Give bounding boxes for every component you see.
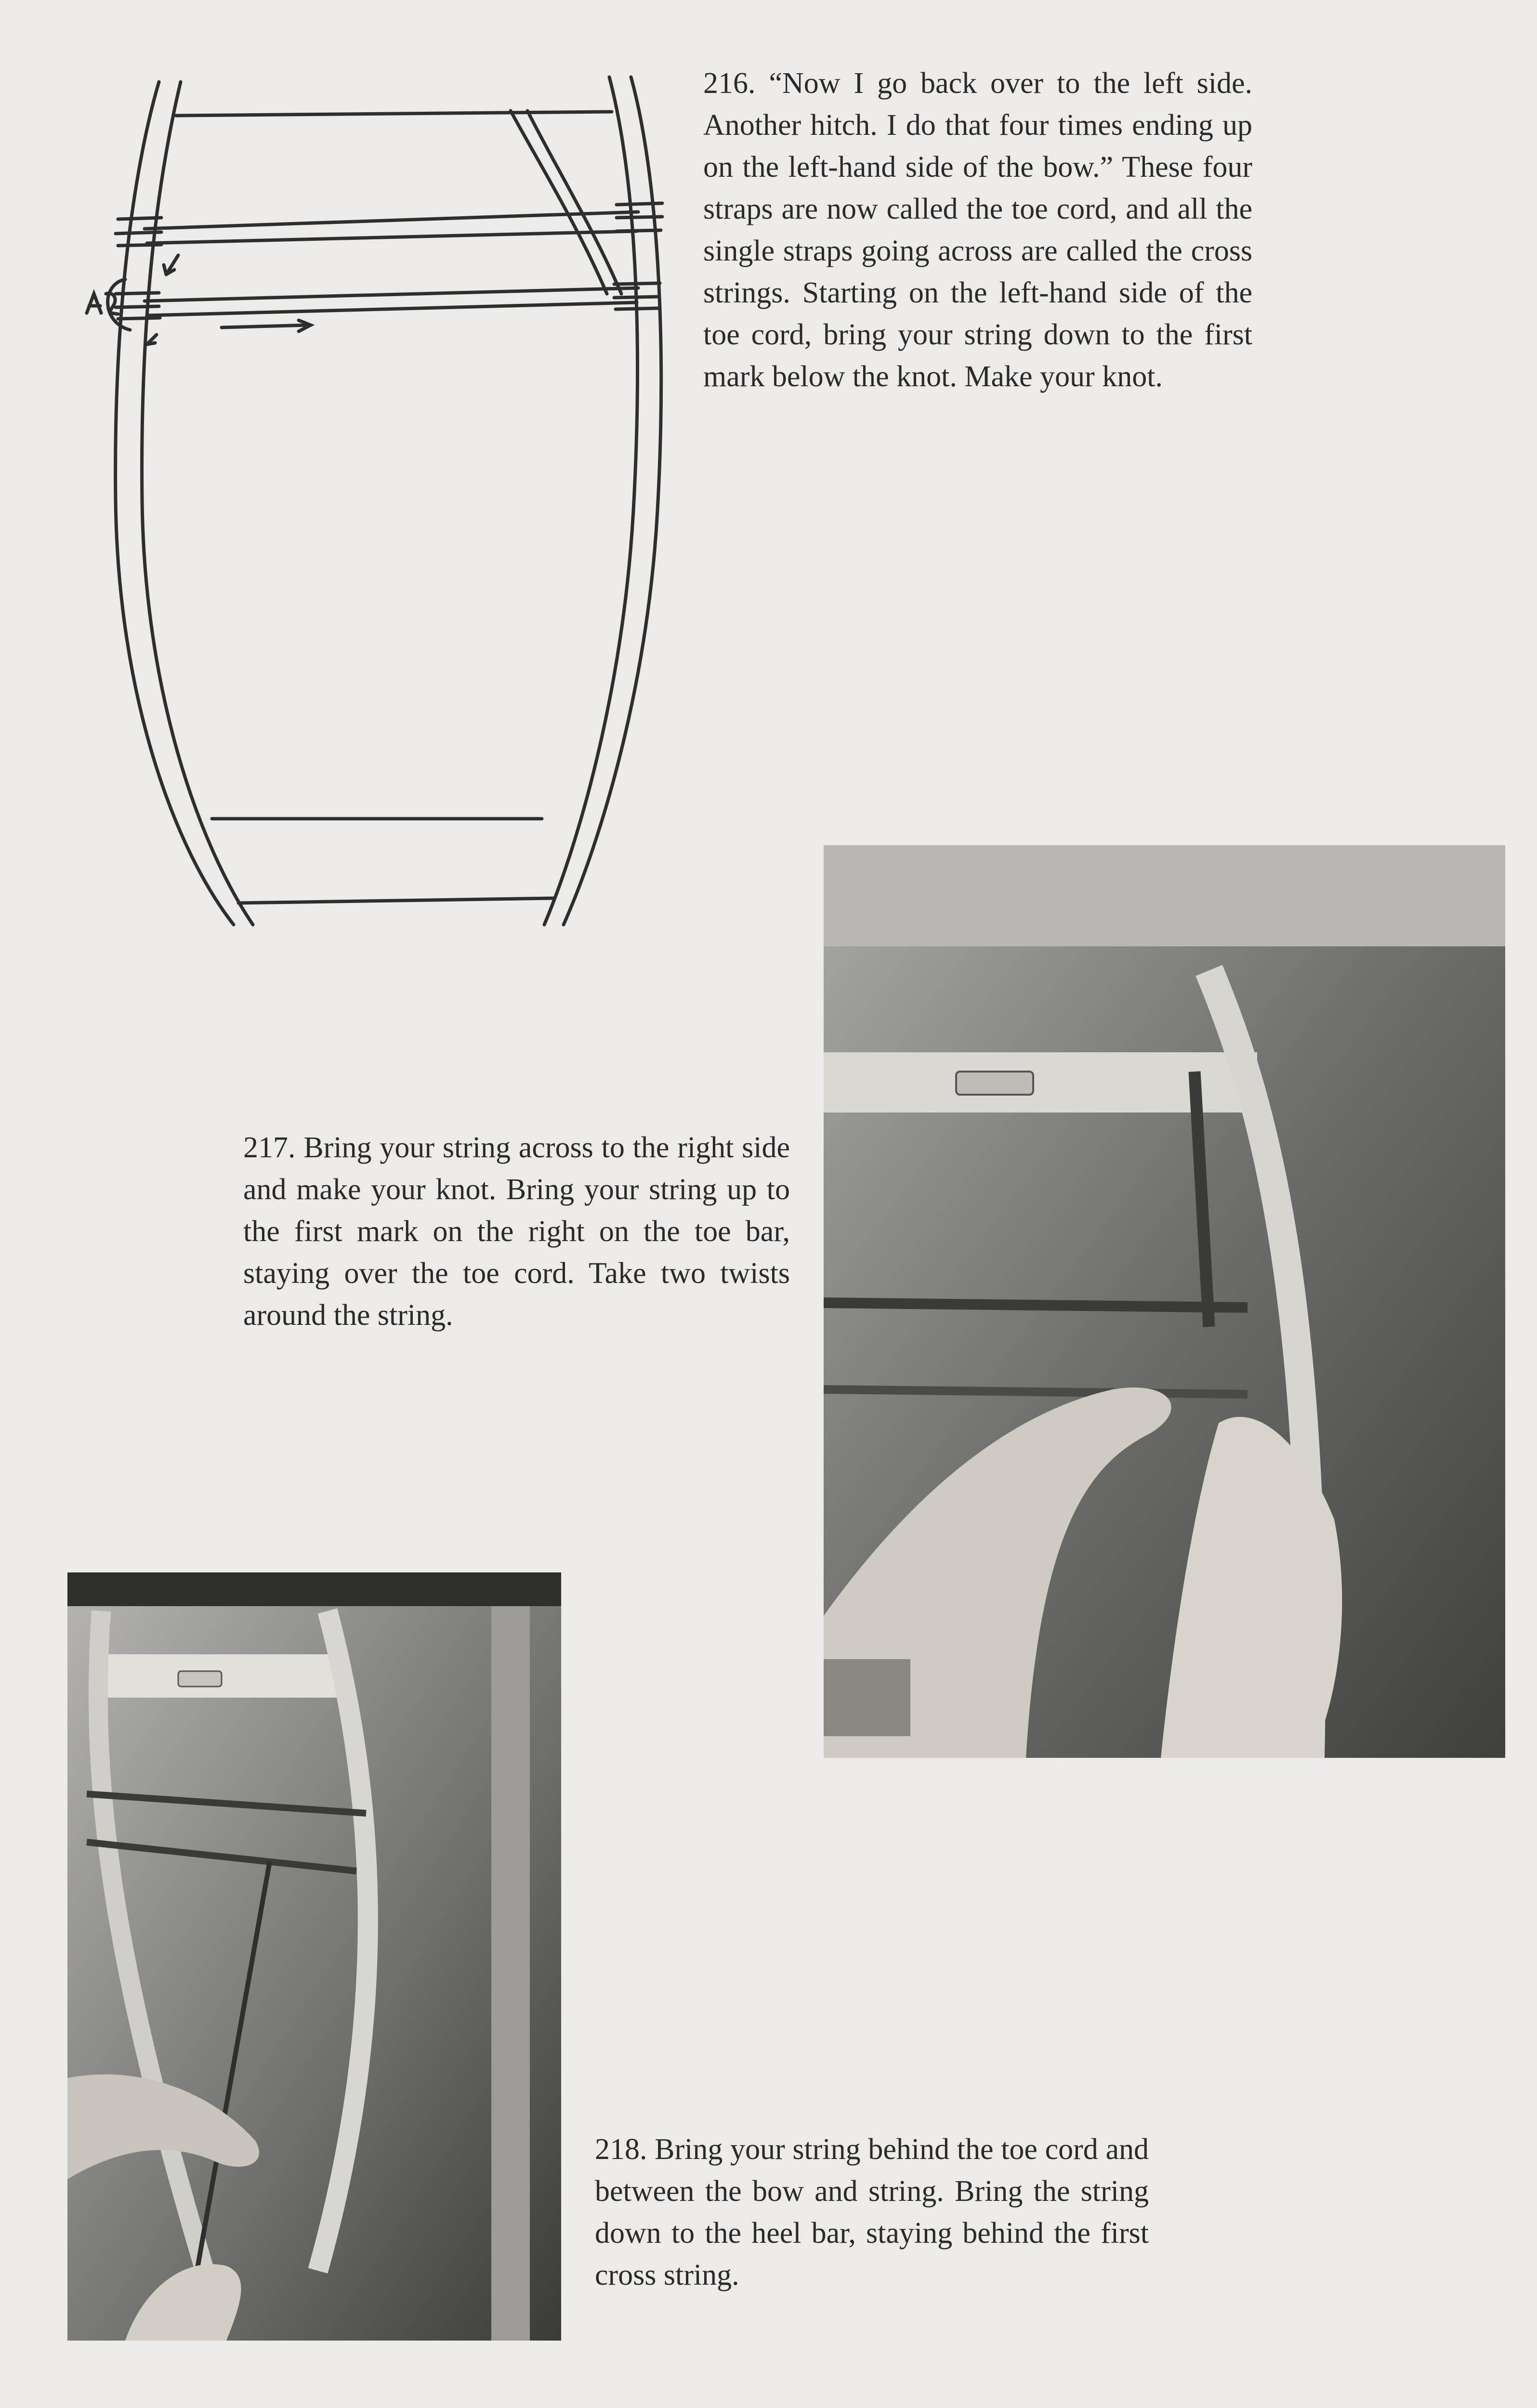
photo-lacing-to-heel-bar [67, 1572, 561, 2341]
figure-218-photo [67, 1572, 561, 2341]
caption-216: 216. “Now I go back over to the left side. Another hitch. I do that four times ending up on the left-hand side of the bow.” These four straps are now called the toe cord, and all the single straps going across are called the cross strings. Starting on the left-hand side of the toe cord, bring your string down to the first mark below the knot. Make your knot. [703, 67, 1252, 393]
caption-218: 218. Bring your string behind the toe cord and between the bow and string. Bring the string down to the heel bar, staying behind the first cross string. [595, 2133, 1149, 2291]
caption-217: 217. Bring your string across to the right side and make your knot. Bring your string up to the first mark on the right on the toe bar, staying over the toe cord. Take two twists around the string. [243, 1131, 790, 1332]
figure-216-drawing [67, 67, 674, 934]
photo-hands-at-toe-bar [824, 845, 1505, 1758]
snowshoe-frame-drawing [67, 67, 674, 934]
figure-217-photo [824, 845, 1505, 1758]
